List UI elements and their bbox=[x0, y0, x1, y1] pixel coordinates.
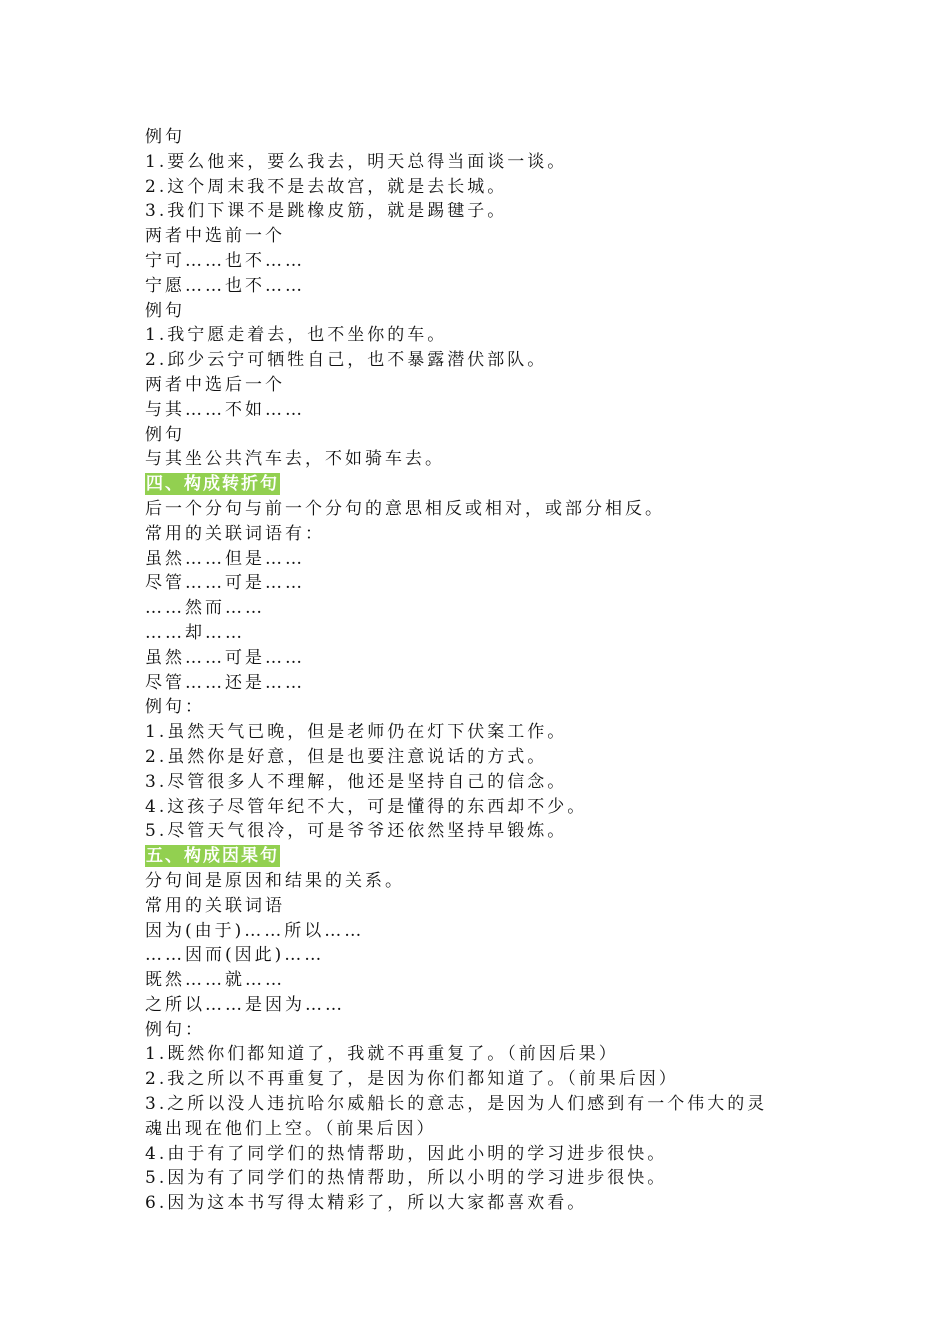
text-line: 4.这孩子尽管年纪不大，可是懂得的东西却不少。 bbox=[145, 796, 588, 817]
text-line: 例句： bbox=[145, 1019, 205, 1040]
text-line: 常用的关联词语 bbox=[145, 895, 285, 916]
text-line: 1.要么他来，要么我去，明天总得当面谈一谈。 bbox=[145, 151, 568, 172]
text-line: 虽然……但是…… bbox=[145, 548, 305, 569]
text-line: 两者中选后一个 bbox=[145, 374, 285, 395]
text-line: 2.这个周末我不是去故宫，就是去长城。 bbox=[145, 176, 508, 197]
section-heading-row bbox=[145, 472, 825, 497]
document-body bbox=[145, 125, 825, 1216]
text-line: 尽管……还是…… bbox=[145, 672, 305, 693]
text-line: 3.之所以没人违抗哈尔威船长的意志，是因为人们感到有一个伟大的灵 bbox=[145, 1094, 768, 1115]
text-line: 2.邱少云宁可牺牲自己，也不暴露潜伏部队。 bbox=[145, 350, 548, 371]
text-line: 1.我宁愿走着去，也不坐你的车。 bbox=[145, 325, 448, 346]
text-line: 之所以……是因为…… bbox=[145, 994, 345, 1015]
text-line: 虽然……可是…… bbox=[145, 647, 305, 668]
text-line: ……然而…… bbox=[145, 598, 265, 619]
text-line: 5.因为有了同学们的热情帮助，所以小明的学习进步很快。 bbox=[145, 1168, 668, 1189]
text-line: 例句 bbox=[145, 300, 185, 321]
text-line: 因为(由于)……所以…… bbox=[145, 920, 365, 941]
text-line: 分句间是原因和结果的关系。 bbox=[145, 870, 405, 891]
text-line: 魂出现在他们上空。（前果后因） bbox=[145, 1118, 437, 1139]
section-heading: 五、构成因果句 bbox=[146, 846, 279, 867]
text-line: 与其……不如…… bbox=[145, 399, 305, 420]
text-line: ……因而(因此)…… bbox=[145, 945, 325, 966]
section-heading-row bbox=[145, 844, 825, 869]
text-line: 例句 bbox=[145, 127, 185, 147]
text-line: 3.尽管很多人不理解，他还是坚持自己的信念。 bbox=[145, 771, 568, 792]
text-line: 宁愿……也不…… bbox=[145, 275, 305, 296]
text-line: 尽管……可是…… bbox=[145, 573, 305, 594]
text-line: 例句： bbox=[145, 697, 205, 718]
section-heading: 四、构成转折句 bbox=[146, 474, 279, 495]
text-line: 两者中选前一个 bbox=[145, 226, 285, 247]
text-line: 3.我们下课不是跳橡皮筋，就是踢毽子。 bbox=[145, 201, 508, 222]
text-line: 5.尽管天气很冷，可是爷爷还依然坚持早锻炼。 bbox=[145, 821, 568, 842]
text-line: 与其坐公共汽车去，不如骑车去。 bbox=[145, 449, 445, 470]
text-line: 4.由于有了同学们的热情帮助，因此小明的学习进步很快。 bbox=[145, 1143, 668, 1164]
text-line: 例句 bbox=[145, 424, 185, 445]
text-line: 后一个分句与前一个分句的意思相反或相对，或部分相反。 bbox=[145, 498, 665, 519]
text-line: 1.既然你们都知道了，我就不再重复了。（前因后果） bbox=[145, 1044, 619, 1065]
text-line: 1.虽然天气已晚，但是老师仍在灯下伏案工作。 bbox=[145, 722, 568, 743]
text-line: 宁可……也不…… bbox=[145, 250, 305, 271]
text-line: 常用的关联词语有： bbox=[145, 523, 325, 544]
text-line: 2.虽然你是好意，但是也要注意说话的方式。 bbox=[145, 746, 548, 767]
text-line: 既然……就…… bbox=[145, 970, 285, 991]
text-line: 2.我之所以不再重复了，是因为你们都知道了。（前果后因） bbox=[145, 1069, 679, 1090]
text-line: 6.因为这本书写得太精彩了，所以大家都喜欢看。 bbox=[145, 1193, 588, 1214]
text-line: ……却…… bbox=[145, 622, 245, 643]
